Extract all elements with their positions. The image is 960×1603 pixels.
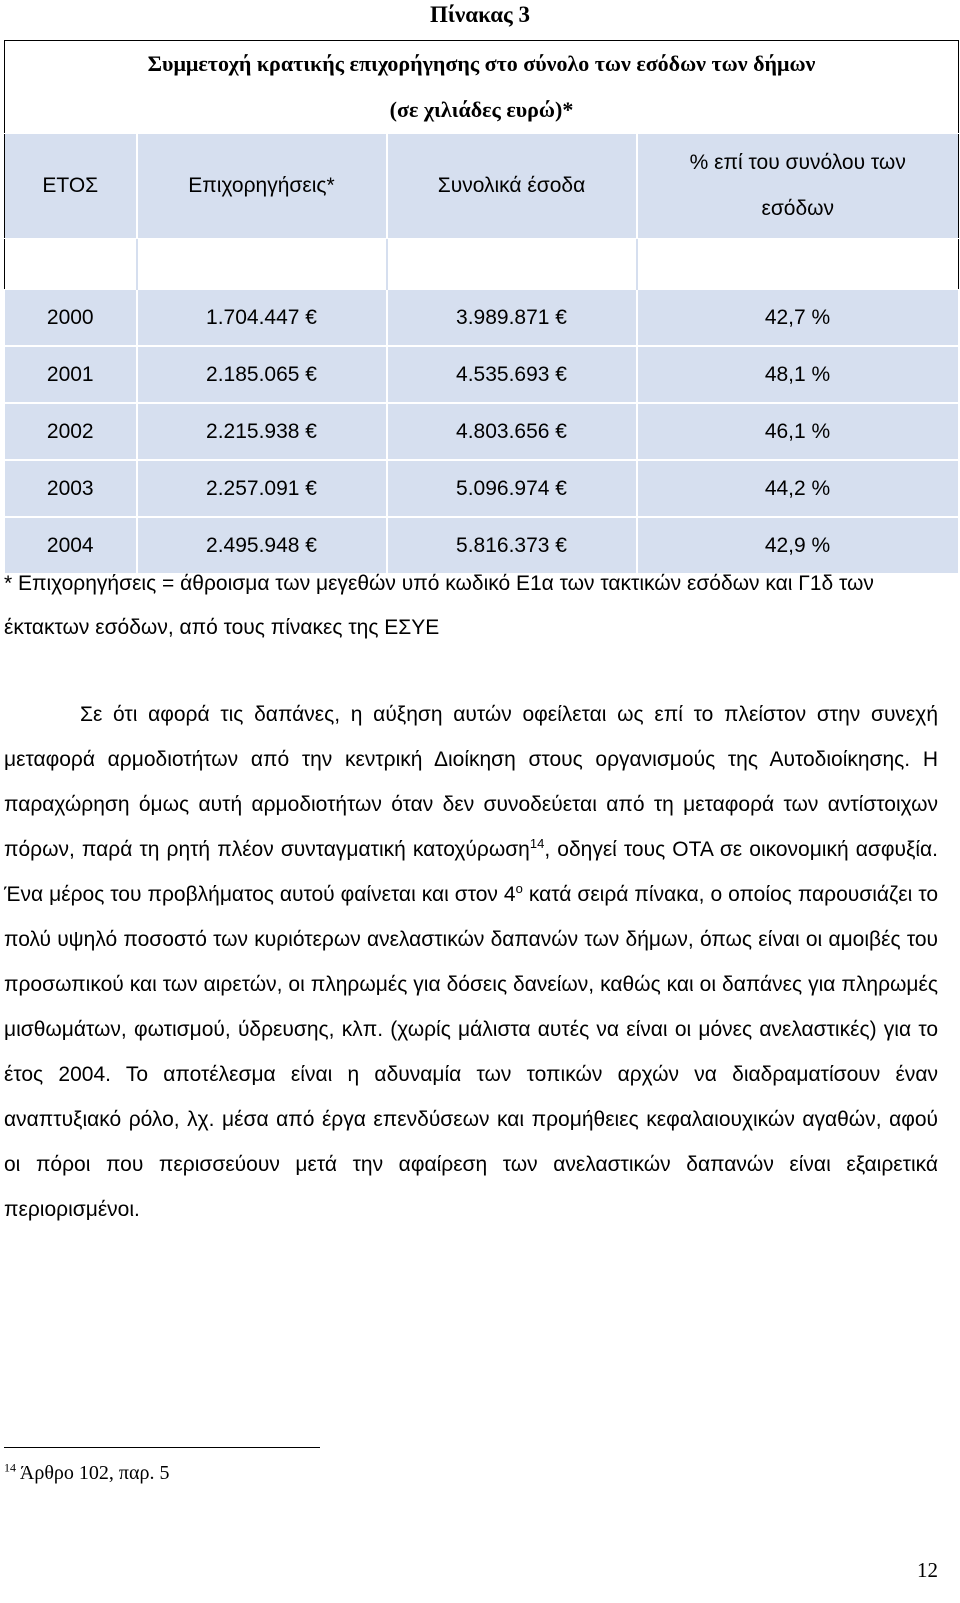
- cell-year: 2000: [5, 290, 137, 347]
- cell-grants: 2.185.065 €: [137, 346, 387, 403]
- cell-grants: 2.257.091 €: [137, 460, 387, 517]
- table-caption-row: [5, 41, 959, 134]
- cell-total: 5.816.373 €: [387, 517, 637, 574]
- table-caption-line-1: Συμμετοχή κρατικής επιχορήγησης στο σύνολο των εσόδων των δήμων: [147, 51, 816, 76]
- header-percentage-line-1: % επί του συνόλου των: [689, 151, 906, 174]
- table-header-row: [5, 134, 959, 239]
- header-percentage: [637, 134, 959, 239]
- spacer-cell: [387, 239, 637, 290]
- footnote-text: Άρθρο 102, παρ. 5: [16, 1462, 170, 1484]
- spacer-cell: [137, 239, 387, 290]
- cell-year: 2001: [5, 346, 137, 403]
- cell-percentage: 42,7 %: [637, 290, 959, 347]
- cell-total: 4.803.656 €: [387, 403, 637, 460]
- cell-percentage: 48,1 %: [637, 346, 959, 403]
- footnote-reference[interactable]: 14: [529, 836, 545, 851]
- cell-year: 2004: [5, 517, 137, 574]
- spacer-cell: [637, 239, 959, 290]
- footnote-number: 14: [4, 1460, 16, 1475]
- spacer-cell: [5, 239, 137, 290]
- cell-total: 4.535.693 €: [387, 346, 637, 403]
- header-percentage-line-2: εσόδων: [761, 197, 835, 220]
- cell-grants: 2.495.948 €: [137, 517, 387, 574]
- cell-percentage: 46,1 %: [637, 403, 959, 460]
- cell-year: 2003: [5, 460, 137, 517]
- page-heading: Πίνακας 3: [429, 2, 531, 27]
- footnote-separator: [4, 1447, 320, 1448]
- page-number: 12: [917, 1558, 938, 1582]
- header-year: ΕΤΟΣ: [5, 134, 137, 239]
- header-total: Συνολικά έσοδα: [387, 134, 637, 239]
- body-paragraph: [4, 692, 938, 1232]
- ordinal-indicator: ο: [515, 881, 523, 896]
- table-row: [5, 346, 959, 403]
- paragraph-part-1: Σε ότι αφορά τις δαπάνες, η αύξηση αυτών οφείλεται ως επί το πλείστον στην συνεχή μεταφορά αρμοδιοτήτων από την κεντρική Διοίκηση στους οργανισμούς της Αυτοδιοίκησης. Η παραχώρηση όμως αυτή αρμοδιοτήτων όταν δεν συνοδεύεται από τη μεταφορά των αντίστοιχων πόρων, παρά τη ρητή πλέον συνταγματική κατοχύρωση: [4, 703, 938, 861]
- cell-percentage: 42,9 %: [637, 517, 959, 574]
- cell-total: 5.096.974 €: [387, 460, 637, 517]
- table-note: * Επιχορηγήσεις = άθροισμα των μεγεθών υπό κωδικό Ε1α των τακτικών εσόδων και Γ1δ των έκτακτων εσόδων, από τους πίνακες της ΕΣΥΕ: [4, 572, 874, 639]
- table-row: [5, 403, 959, 460]
- grants-table: [4, 40, 960, 575]
- header-grants: Επιχορηγήσεις*: [137, 134, 387, 239]
- cell-total: 3.989.871 €: [387, 290, 637, 347]
- cell-percentage: 44,2 %: [637, 460, 959, 517]
- table-row: [5, 290, 959, 347]
- cell-grants: 1.704.447 €: [137, 290, 387, 347]
- paragraph-part-2: , οδηγεί τους ΟΤΑ σε οικονομική ασφυξία. Ένα μέρος του προβλήματος αυτού φαίνεται και στον 4: [4, 838, 938, 906]
- paragraph-part-3: κατά σειρά πίνακα, ο οποίος παρουσιάζει το πολύ υψηλό ποσοστό των κυριότερων ανελαστικών δαπανών των δήμων, όπως είναι οι αμοιβές του προσωπικού και των αιρετών, οι πληρωμές για δόσεις δανείων, καθώς και οι δαπάνες για πληρωμές μισθωμάτων, φωτισμού, ύδρευσης, κλπ. (χωρίς μάλιστα αυτές να είναι οι μόνες ανελαστικές) για το έτος 2004. Το αποτέλεσμα είναι η αδυναμία των τοπικών αρχών να διαδραματίσουν έναν αναπτυξιακό ρόλο, λχ. μέσα από έργα επενδύσεων και προμήθειες κεφαλαιουχικών αγαθών, αφού οι πόροι που περισσεύουν μετά την αφαίρεση των ανελαστικών δαπανών είναι εξαιρετικά περιορισμένοι.: [4, 883, 938, 1221]
- table-caption-line-2: (σε χιλιάδες ευρώ)*: [389, 97, 574, 122]
- cell-grants: 2.215.938 €: [137, 403, 387, 460]
- footnote: [4, 1458, 169, 1488]
- table-row: [5, 460, 959, 517]
- table-spacer-row: [5, 239, 959, 290]
- cell-year: 2002: [5, 403, 137, 460]
- table-caption: [5, 41, 959, 134]
